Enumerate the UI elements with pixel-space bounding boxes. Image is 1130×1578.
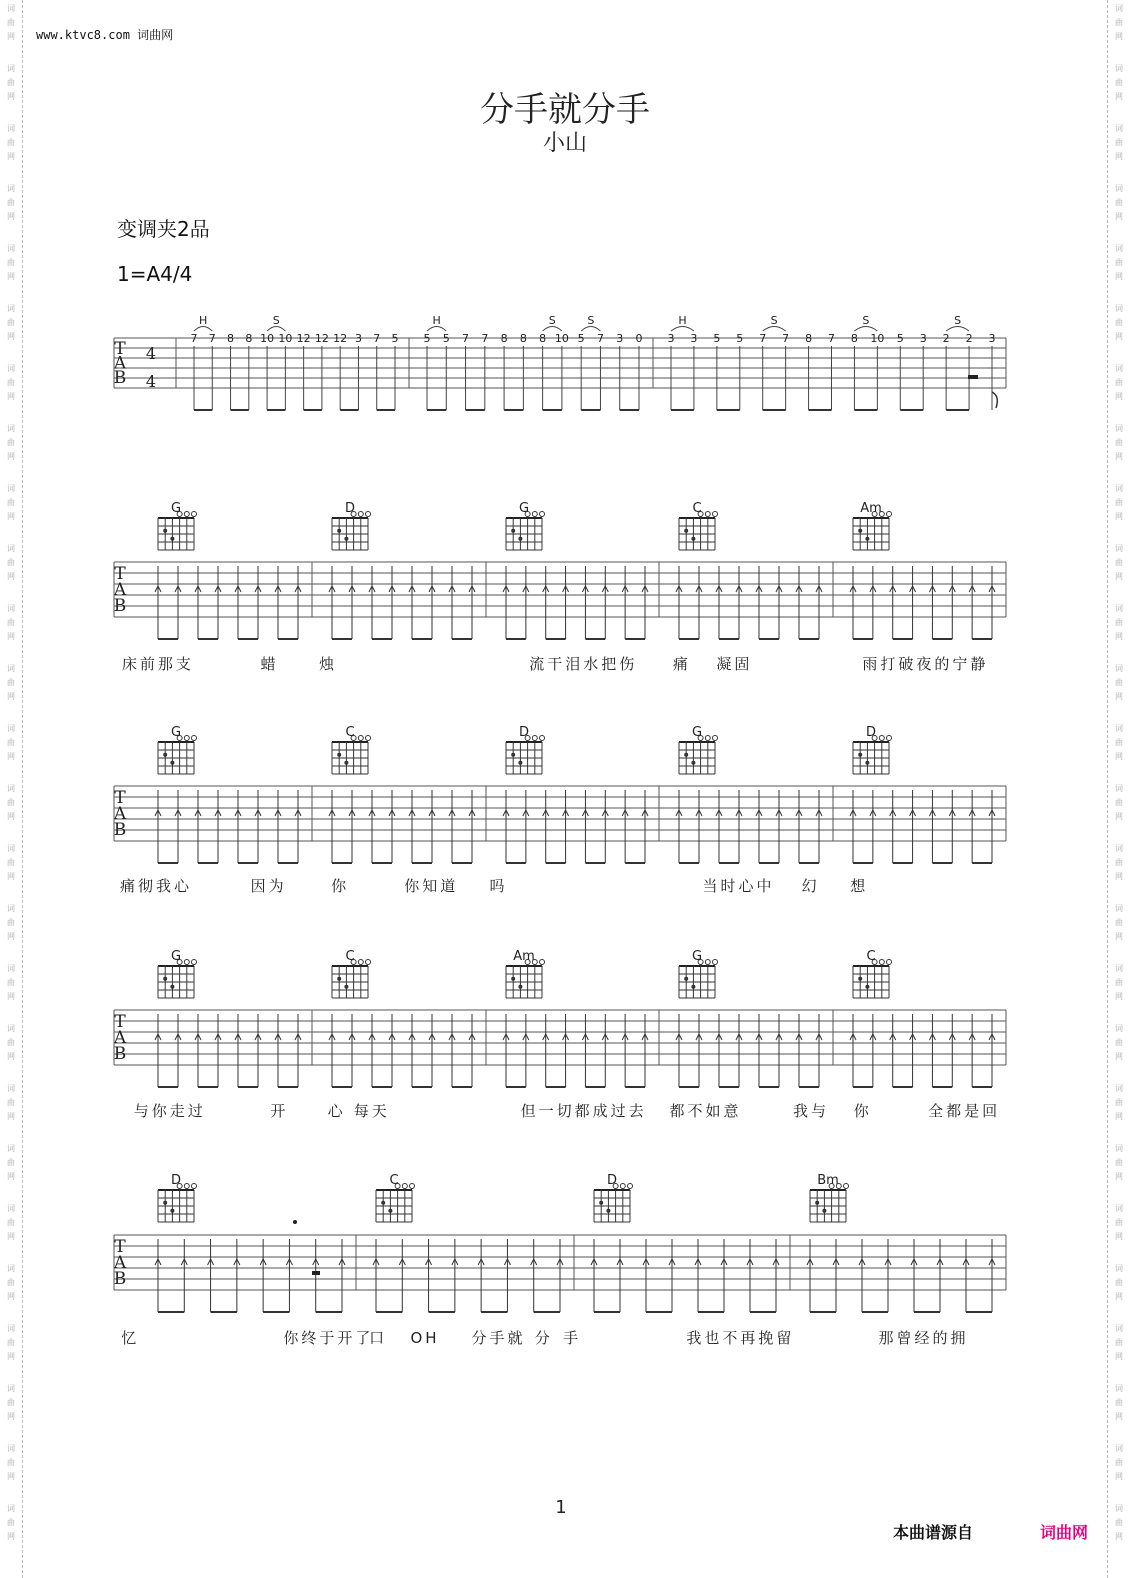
- finger-dot: [511, 753, 515, 757]
- technique-label: H: [198, 314, 208, 327]
- side-watermark: 词 曲 网: [7, 604, 15, 641]
- lyric-text: 你: [853, 1102, 872, 1120]
- fret-number: 12: [314, 332, 329, 345]
- lyric-text: 分: [534, 1329, 553, 1347]
- fret-number: 8: [227, 332, 235, 345]
- fret-number: 10: [278, 332, 293, 345]
- lyric-text: 当时心中: [702, 877, 775, 895]
- lyric-text: 心: [327, 1102, 346, 1120]
- finger-dot: [858, 753, 862, 757]
- open-string-mark: [713, 736, 718, 741]
- technique-arc: [581, 327, 600, 332]
- chord-diagram-D: [594, 1184, 633, 1223]
- finger-dot: [163, 529, 167, 533]
- side-watermark: 词 曲 网: [1115, 484, 1123, 521]
- fret-number: 3: [690, 332, 698, 345]
- finger-dot: [170, 537, 174, 541]
- time-signature-top: 4: [145, 344, 157, 363]
- open-string-mark: [705, 736, 710, 741]
- side-watermark: 词 曲 网: [7, 364, 15, 401]
- chord-diagram-D: [332, 512, 371, 551]
- chord-diagram-G: [506, 512, 545, 551]
- side-watermark: 词 曲 网: [7, 544, 15, 581]
- technique-arc: [427, 327, 446, 332]
- chord-diagram-C: [332, 960, 371, 999]
- tab-clef-letter: B: [113, 820, 127, 840]
- half-rest: [968, 375, 978, 379]
- open-string-mark: [366, 512, 371, 517]
- technique-arc: [946, 327, 969, 332]
- open-string-mark: [358, 512, 363, 517]
- source-label: 本曲谱源自: [893, 1523, 974, 1542]
- open-string-mark: [879, 736, 884, 741]
- chord-diagram-Am: [506, 960, 545, 999]
- finger-dot: [337, 529, 341, 533]
- finger-dot: [170, 761, 174, 765]
- open-string-mark: [540, 960, 545, 965]
- open-string-mark: [184, 512, 189, 517]
- finger-dot: [344, 537, 348, 541]
- side-watermark: 词 曲 网: [1115, 1024, 1123, 1061]
- tab-clef-letter: T: [114, 1237, 126, 1258]
- side-watermark: 词 曲 网: [1115, 1144, 1123, 1181]
- chord-diagram-C: [853, 960, 892, 999]
- open-string-mark: [887, 512, 892, 517]
- chord-name: C: [866, 949, 876, 964]
- side-watermark: 词 曲 网: [7, 1084, 15, 1121]
- technique-label: S: [272, 314, 280, 327]
- technique-label: S: [587, 314, 595, 327]
- technique-label: H: [678, 314, 687, 327]
- eighth-flag: [992, 392, 997, 408]
- finger-dot: [170, 1209, 174, 1213]
- finger-dot: [606, 1209, 610, 1213]
- lyric-text: 流干泪水把伤: [529, 655, 638, 673]
- open-string-mark: [620, 1184, 625, 1189]
- capo-note: 变调夹2品: [117, 217, 210, 241]
- open-string-mark: [366, 736, 371, 741]
- lyric-text: 蜡: [260, 655, 279, 673]
- chord-name: Am: [513, 949, 535, 964]
- lyric-text: 都不如意: [669, 1102, 742, 1120]
- lyric-text: 分手就: [471, 1329, 526, 1347]
- lyric-text: 全都是回: [928, 1102, 1001, 1120]
- technique-arc: [671, 327, 694, 332]
- side-watermark: 词 曲 网: [1115, 544, 1123, 581]
- finger-dot: [344, 761, 348, 765]
- side-watermark: 词 曲 网: [7, 1264, 15, 1301]
- chord-name: C: [345, 949, 355, 964]
- side-watermark: 词 曲 网: [7, 1204, 15, 1241]
- chord-diagram-G: [679, 960, 718, 999]
- chord-diagram-D: [158, 1184, 197, 1223]
- side-watermark: 词 曲 网: [1115, 604, 1123, 641]
- finger-dot: [599, 1201, 603, 1205]
- side-watermark: 词 曲 网: [7, 304, 15, 341]
- chord-name: C: [692, 501, 702, 516]
- technique-label: S: [548, 314, 556, 327]
- side-watermark: 词 曲 网: [1115, 784, 1123, 821]
- lyric-text: 幻: [801, 877, 820, 895]
- fret-number: 3: [988, 332, 996, 345]
- fret-number: 7: [782, 332, 790, 345]
- source-brand-link[interactable]: 词曲网: [1040, 1523, 1089, 1542]
- finger-dot: [337, 753, 341, 757]
- tab-clef-letter: A: [113, 1253, 127, 1274]
- chord-name: D: [606, 1173, 618, 1188]
- fret-number: 3: [667, 332, 675, 345]
- lyric-text: 开: [270, 1102, 289, 1120]
- side-watermark: 词 曲 网: [7, 664, 15, 701]
- chord-name: D: [344, 501, 356, 516]
- side-watermark: 词 曲 网: [1115, 124, 1123, 161]
- finger-dot: [865, 761, 869, 765]
- chord-name: D: [518, 725, 530, 740]
- finger-dot: [163, 1201, 167, 1205]
- chord-name: D: [865, 725, 877, 740]
- lyric-text: 烛: [318, 655, 337, 673]
- fret-number: 2: [965, 332, 973, 345]
- chord-name: G: [170, 949, 182, 964]
- chord-name: D: [170, 1173, 182, 1188]
- side-watermark: 词 曲 网: [1115, 1264, 1123, 1301]
- finger-dot: [163, 753, 167, 757]
- fret-number: 8: [539, 332, 547, 345]
- key-signature: 1=A4/4: [117, 262, 193, 286]
- side-watermark: 词 曲 网: [1115, 1444, 1123, 1481]
- side-watermark: 词 曲 网: [7, 1384, 15, 1421]
- chord-diagram-D: [853, 736, 892, 775]
- tab-clef-letter: A: [113, 353, 127, 374]
- side-watermark: 词 曲 网: [1115, 1384, 1123, 1421]
- open-string-mark: [844, 1184, 849, 1189]
- lyric-text: 痛彻我心: [119, 877, 192, 895]
- side-watermark: 词 曲 网: [1115, 664, 1123, 701]
- lyric-text: 雨打破夜的宁静: [862, 655, 989, 673]
- tab-clef-letter: B: [113, 368, 127, 388]
- technique-arc: [267, 327, 285, 332]
- chord-diagram-G: [158, 512, 197, 551]
- lyric-text: OH: [410, 1329, 440, 1347]
- chord-name: G: [691, 725, 703, 740]
- tab-clef-letter: A: [113, 804, 127, 825]
- finger-dot: [344, 985, 348, 989]
- lyric-text: 凝固: [716, 655, 753, 673]
- fret-number: 5: [442, 332, 450, 345]
- side-watermark: 词 曲 网: [7, 724, 15, 761]
- side-watermark: 词 曲 网: [1115, 844, 1123, 881]
- lyric-text: 你终于开了: [283, 1329, 374, 1347]
- tab-clef-letter: A: [113, 1028, 127, 1049]
- tab-clef-letter: T: [114, 339, 126, 359]
- fret-number: 7: [828, 332, 835, 345]
- fret-number: 10: [554, 332, 569, 345]
- side-watermark: 词 曲 网: [1115, 184, 1123, 221]
- open-string-mark: [358, 736, 363, 741]
- side-watermark: 词 曲 网: [7, 244, 15, 281]
- lyric-text: 但一切都成过去: [520, 1102, 647, 1120]
- technique-arc: [763, 327, 786, 332]
- technique-label: H: [432, 314, 441, 327]
- side-watermark: 词 曲 网: [7, 424, 15, 461]
- tab-clef-letter: A: [113, 580, 127, 601]
- chord-diagram-C: [376, 1184, 415, 1223]
- side-watermark: 词 曲 网: [1115, 1204, 1123, 1241]
- lyric-text: 与你走过: [133, 1102, 206, 1120]
- fret-number: 7: [481, 332, 489, 345]
- open-string-mark: [628, 1184, 633, 1189]
- finger-dot: [381, 1201, 385, 1205]
- tab-clef-letter: T: [114, 1012, 126, 1033]
- side-watermark: 词 曲 网: [1115, 1504, 1123, 1541]
- open-string-mark: [192, 736, 197, 741]
- fret-number: 12: [296, 332, 311, 345]
- open-string-mark: [540, 512, 545, 517]
- lyric-text: 口: [369, 1329, 388, 1347]
- side-watermark: 词 曲 网: [1115, 964, 1123, 1001]
- open-string-mark: [358, 960, 363, 965]
- open-string-mark: [184, 736, 189, 741]
- fret-number: 5: [577, 332, 585, 345]
- fret-number: 8: [519, 332, 527, 345]
- finger-dot: [815, 1201, 819, 1205]
- lyric-text: 因为: [250, 877, 287, 895]
- chord-name: Am: [860, 501, 882, 516]
- finger-dot: [858, 529, 862, 533]
- finger-dot: [518, 537, 522, 541]
- chord-diagram-C: [679, 512, 718, 551]
- fret-number: 8: [500, 332, 508, 345]
- technique-label: S: [770, 314, 778, 327]
- chord-diagram-C: [332, 736, 371, 775]
- fret-number: 3: [919, 332, 927, 345]
- open-string-mark: [705, 512, 710, 517]
- open-string-mark: [184, 960, 189, 965]
- side-watermark: 词 曲 网: [1115, 304, 1123, 341]
- fret-number: 5: [896, 332, 904, 345]
- finger-dot: [684, 753, 688, 757]
- open-string-mark: [192, 512, 197, 517]
- fret-number: 5: [736, 332, 744, 345]
- technique-label: S: [954, 314, 962, 327]
- tab-clef-letter: B: [113, 1269, 127, 1289]
- chord-name: C: [345, 725, 355, 740]
- lyric-text: 想: [850, 877, 869, 895]
- side-watermark: 词 曲 网: [1115, 1084, 1123, 1121]
- fret-number: 8: [805, 332, 813, 345]
- lyric-text: 忆: [121, 1329, 140, 1347]
- side-watermark: 词 曲 网: [1115, 244, 1123, 281]
- open-string-mark: [540, 736, 545, 741]
- chord-diagram-G: [158, 960, 197, 999]
- side-watermark: 词 曲 网: [1115, 4, 1123, 41]
- open-string-mark: [532, 512, 537, 517]
- side-watermark: 词 曲 网: [7, 904, 15, 941]
- finger-dot: [691, 985, 695, 989]
- fret-number: 7: [190, 332, 198, 345]
- finger-dot: [691, 537, 695, 541]
- finger-dot: [337, 977, 341, 981]
- fret-number: 8: [850, 332, 858, 345]
- finger-dot: [691, 761, 695, 765]
- finger-dot: [865, 985, 869, 989]
- page-number: 1: [555, 1497, 567, 1518]
- lyric-text: 每天: [353, 1102, 390, 1120]
- side-watermark: 词 曲 网: [1115, 424, 1123, 461]
- open-string-mark: [713, 960, 718, 965]
- open-string-mark: [184, 1184, 189, 1189]
- lyric-text: 那曾经的拥: [878, 1329, 969, 1347]
- technique-arc: [543, 327, 562, 332]
- fret-number: 7: [462, 332, 470, 345]
- side-watermark: 词 曲 网: [7, 4, 15, 41]
- finger-dot: [684, 977, 688, 981]
- open-string-mark: [532, 736, 537, 741]
- side-watermark: 词 曲 网: [7, 64, 15, 101]
- finger-dot: [858, 977, 862, 981]
- finger-dot: [511, 529, 515, 533]
- lyric-text: 你知道: [404, 877, 459, 895]
- side-watermark: 词 曲 网: [7, 1324, 15, 1361]
- open-string-mark: [410, 1184, 415, 1189]
- lyric-text: 痛: [672, 655, 691, 673]
- tab-clef-letter: T: [114, 788, 126, 809]
- chord-diagram-D: [506, 736, 545, 775]
- fret-number: 8: [245, 332, 253, 345]
- fret-number: 5: [391, 332, 399, 345]
- side-watermark: 词 曲 网: [7, 784, 15, 821]
- side-watermark: 词 曲 网: [1115, 64, 1123, 101]
- fret-number: 3: [354, 332, 362, 345]
- lyric-text: 手: [563, 1329, 582, 1347]
- fret-number: 10: [260, 332, 275, 345]
- song-title: 分手就分手: [480, 90, 650, 130]
- finger-dot: [518, 761, 522, 765]
- technique-arc: [854, 327, 877, 332]
- lyric-text: 我与: [792, 1102, 829, 1120]
- fret-number: 5: [713, 332, 721, 345]
- side-watermark: 词 曲 网: [7, 1444, 15, 1481]
- finger-dot: [865, 537, 869, 541]
- chord-diagram-G: [679, 736, 718, 775]
- technique-arc: [194, 327, 212, 332]
- side-watermark: 词 曲 网: [7, 1504, 15, 1541]
- tab-clef-letter: B: [113, 596, 127, 616]
- side-watermark: 词 曲 网: [7, 964, 15, 1001]
- finger-dot: [163, 977, 167, 981]
- open-string-mark: [879, 960, 884, 965]
- open-string-mark: [887, 960, 892, 965]
- fret-number: 5: [423, 332, 431, 345]
- tab-clef-letter: T: [114, 564, 126, 585]
- finger-dot: [822, 1209, 826, 1213]
- open-string-mark: [705, 960, 710, 965]
- finger-dot: [511, 977, 515, 981]
- open-string-mark: [366, 960, 371, 965]
- chord-diagram-Am: [853, 512, 892, 551]
- side-watermark: 词 曲 网: [7, 184, 15, 221]
- chord-name: G: [170, 501, 182, 516]
- lyric-text: 床前那支: [121, 655, 194, 673]
- chord-name: Bm: [817, 1173, 839, 1188]
- side-watermark: 词 曲 网: [1115, 724, 1123, 761]
- finger-dot: [170, 985, 174, 989]
- artist-name: 小山: [542, 131, 587, 156]
- open-string-mark: [713, 512, 718, 517]
- open-string-mark: [192, 1184, 197, 1189]
- fret-number: 12: [333, 332, 348, 345]
- staccato-dot: [293, 1220, 297, 1224]
- side-watermark: 词 曲 网: [7, 484, 15, 521]
- side-watermark: 词 曲 网: [1115, 904, 1123, 941]
- side-watermark: 词 曲 网: [1115, 1324, 1123, 1361]
- open-string-mark: [192, 960, 197, 965]
- chord-diagram-Bm: [810, 1184, 849, 1223]
- fret-number: 10: [870, 332, 885, 345]
- lyric-text: 你: [331, 877, 350, 895]
- chord-name: G: [170, 725, 182, 740]
- fret-number: 0: [635, 332, 643, 345]
- side-watermark: 词 曲 网: [7, 1024, 15, 1061]
- time-signature-bottom: 4: [145, 372, 157, 391]
- site-url[interactable]: www.ktvc8.com 词曲网: [36, 28, 174, 42]
- finger-dot: [518, 985, 522, 989]
- finger-dot: [388, 1209, 392, 1213]
- fret-number: 7: [373, 332, 381, 345]
- fret-number: 7: [208, 332, 216, 345]
- technique-label: S: [862, 314, 870, 327]
- tab-clef-letter: B: [113, 1044, 127, 1064]
- chord-diagram-G: [158, 736, 197, 775]
- chord-name: C: [389, 1173, 399, 1188]
- fret-number: 7: [759, 332, 767, 345]
- side-watermark: 词 曲 网: [1115, 364, 1123, 401]
- lyric-text: 我也不再挽留: [686, 1329, 795, 1347]
- chord-name: G: [518, 501, 530, 516]
- side-watermark: 词 曲 网: [7, 844, 15, 881]
- chord-name: G: [691, 949, 703, 964]
- side-watermark: 词 曲 网: [7, 1144, 15, 1181]
- side-watermark: 词 曲 网: [7, 124, 15, 161]
- fret-number: 3: [616, 332, 624, 345]
- fret-number: 2: [942, 332, 950, 345]
- open-string-mark: [887, 736, 892, 741]
- lyric-text: 吗: [489, 877, 508, 895]
- finger-dot: [684, 529, 688, 533]
- open-string-mark: [402, 1184, 407, 1189]
- fret-number: 7: [596, 332, 604, 345]
- half-rest: [312, 1271, 320, 1275]
